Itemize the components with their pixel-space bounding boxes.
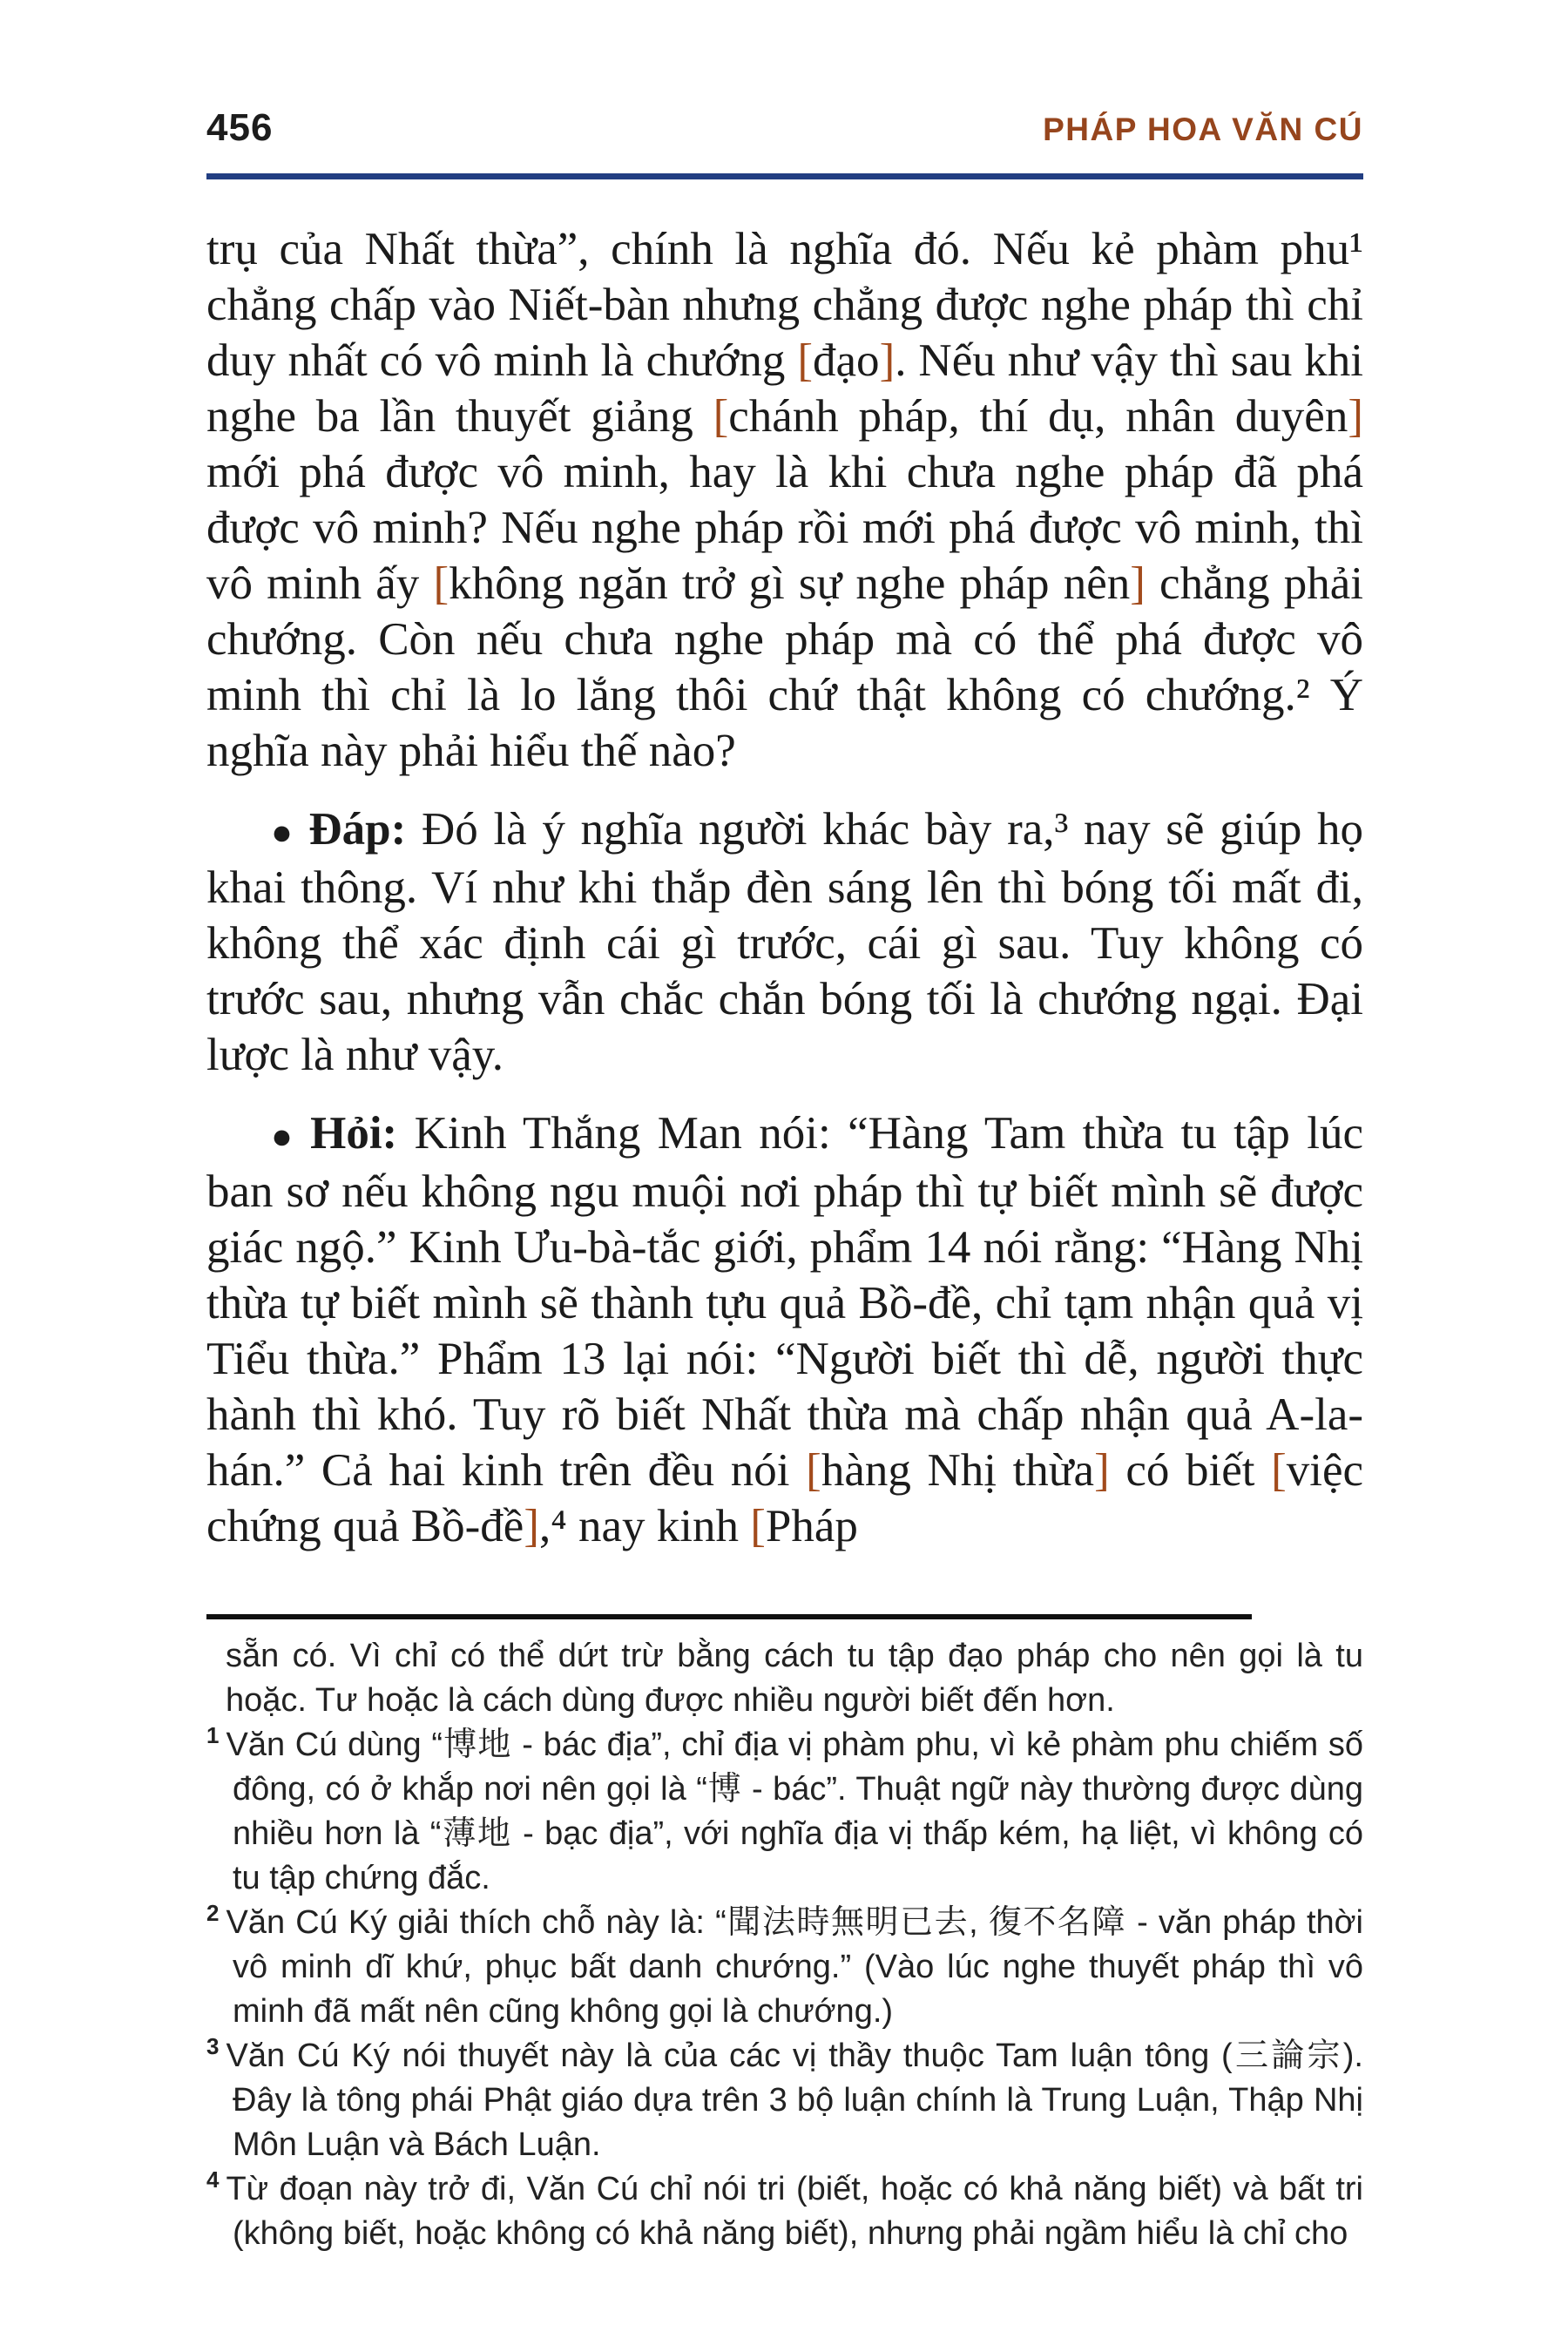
paragraph-text: trụ của Nhất thừa”, chính là nghĩa đó. Nếu kẻ phàm phu¹ chẳng chấp vào Niết-bàn nhưng chẳng được nghe pháp thì chỉ duy nhất có vô minh là chướng [đạo]. Nếu như vậy thì sau khi nghe ba lần thuyết giảng [chánh pháp, thí dụ, nhân duyên] mới phá được vô minh, hay là khi chưa nghe pháp đã phá được vô minh? Nếu nghe pháp rồi mới phá được vô minh, thì vô minh ấy [không ngăn trở gì sự nghe pháp nên] chẳng phải chướng. Còn nếu chưa nghe pháp mà có thể phá được vô minh thì chỉ là lo lắng thôi chứ thật không có chướng.² Ý nghĩa này phải hiểu thế nào? xyxy=(206,224,1364,776)
running-title: PHÁP HOA VĂN CÚ xyxy=(1043,112,1363,147)
footnotes xyxy=(206,1634,1363,2256)
body-text xyxy=(206,221,1363,1554)
header-rule xyxy=(206,173,1363,179)
running-header xyxy=(206,106,1363,150)
page-number: 456 xyxy=(206,106,274,149)
footnote-text: Từ đoạn này trở đi, Văn Cú chỉ nói tri (biết, hoặc có khả năng biết) và bất tri (không biết, hoặc không có khả năng biết), nhưng phải ngầm hiểu là chỉ cho xyxy=(226,2171,1363,2252)
paragraph-lead: Đáp: xyxy=(308,804,407,855)
paragraph-text: Kinh Thắng Man nói: “Hàng Tam thừa tu tập lúc ban sơ nếu không ngu muội nơi pháp thì tự biết mình sẽ được giác ngộ.” Kinh Ưu-bà-tắc giới, phẩm 14 nói rằng: “Hàng Nhị thừa tự biết mình sẽ thành tựu quả Bồ-đề, chỉ tạm nhận quả vị Tiểu thừa.” Phẩm 13 lại nói: “Người biết thì dễ, người thực hành thì khó. Tuy rõ biết Nhất thừa mà chấp nhận quả A-la-hán.” Cả hai kinh trên đều nói [hàng Nhị thừa] có biết [việc chứng quả Bồ-đề],⁴ nay kinh [Pháp xyxy=(206,1108,1364,1551)
footnote-text: Văn Cú dùng “博地 - bác địa”, chỉ địa vị phàm phu, vì kẻ phàm phu chiếm số đông, có ở khắp nơi nên gọi là “博 - bác”. Thuật ngữ này thường được dùng nhiều hơn là “薄地 - bạc địa”, với nghĩa địa vị thấp kém, hạ liệt, vì không có tu tập chứng đắc. xyxy=(226,1727,1363,1896)
footnote: 2 Văn Cú Ký giải thích chỗ này là: “聞法時無明已去, 復不名障 - văn pháp thời vô minh dĩ khứ, phục bất danh chướng.” (Vào lúc nghe thuyết pháp thì vô minh đã mất nên cũng không gọi là chướng.) xyxy=(206,1900,1363,2030)
paragraph-lead: Hỏi: xyxy=(310,1108,398,1159)
footnote-text: Văn Cú Ký giải thích chỗ này là: “聞法時無明已去, 復不名障 - văn pháp thời vô minh dĩ khứ, phục bất danh chướng.” (Vào lúc nghe thuyết pháp thì vô minh đã mất nên cũng không gọi là chướng.) xyxy=(226,1904,1363,2030)
bullet-icon: ● xyxy=(271,812,297,852)
footnote: 4 Từ đoạn này trở đi, Văn Cú chỉ nói tri (biết, hoặc có khả năng biết) và bất tri (không biết, hoặc không có khả năng biết), nhưng phải ngầm hiểu là chỉ cho xyxy=(206,2166,1363,2252)
footnote-separator xyxy=(206,1614,1252,1619)
footnote: 1 Văn Cú dùng “博地 - bác địa”, chỉ địa vị phàm phu, vì kẻ phàm phu chiếm số đông, có ở khắp nơi nên gọi là “博 - bác”. Thuật ngữ này thường được dùng nhiều hơn là “薄地 - bạc địa”, với nghĩa địa vị thấp kém, hạ liệt, vì không có tu tập chứng đắc. xyxy=(206,1722,1363,1896)
body-paragraph-hoi xyxy=(206,1105,1363,1554)
body-paragraph xyxy=(206,221,1363,779)
footnote: 3 Văn Cú Ký nói thuyết này là của các vị thầy thuộc Tam luận tông (三論宗). Đây là tông phái Phật giáo dựa trên 3 bộ luận chính là Trung Luận, Thập Nhị Môn Luận và Bách Luận. xyxy=(206,2033,1363,2163)
body-paragraph-dap xyxy=(206,801,1363,1083)
footnote-text: Văn Cú Ký nói thuyết này là của các vị thầy thuộc Tam luận tông (三論宗). Đây là tông phái Phật giáo dựa trên 3 bộ luận chính là Trung Luận, Thập Nhị Môn Luận và Bách Luận. xyxy=(226,2038,1363,2163)
footnote-continuation: sẵn có. Vì chỉ có thể dứt trừ bằng cách tu tập đạo pháp cho nên gọi là tu hoặc. Tư hoặc là cách dùng được nhiều người biết đến hơn. xyxy=(226,1638,1363,1719)
bullet-icon: ● xyxy=(271,1116,299,1156)
paragraph-text: Đó là ý nghĩa người khác bày ra,³ nay sẽ giúp họ khai thông. Ví như khi thắp đèn sáng lên thì bóng tối mất đi, không thể xác định cái gì trước, cái gì sau. Tuy không có trước sau, nhưng vẫn chắc chắn bóng tối là chướng ngại. Đại lược là như vậy. xyxy=(206,804,1363,1080)
